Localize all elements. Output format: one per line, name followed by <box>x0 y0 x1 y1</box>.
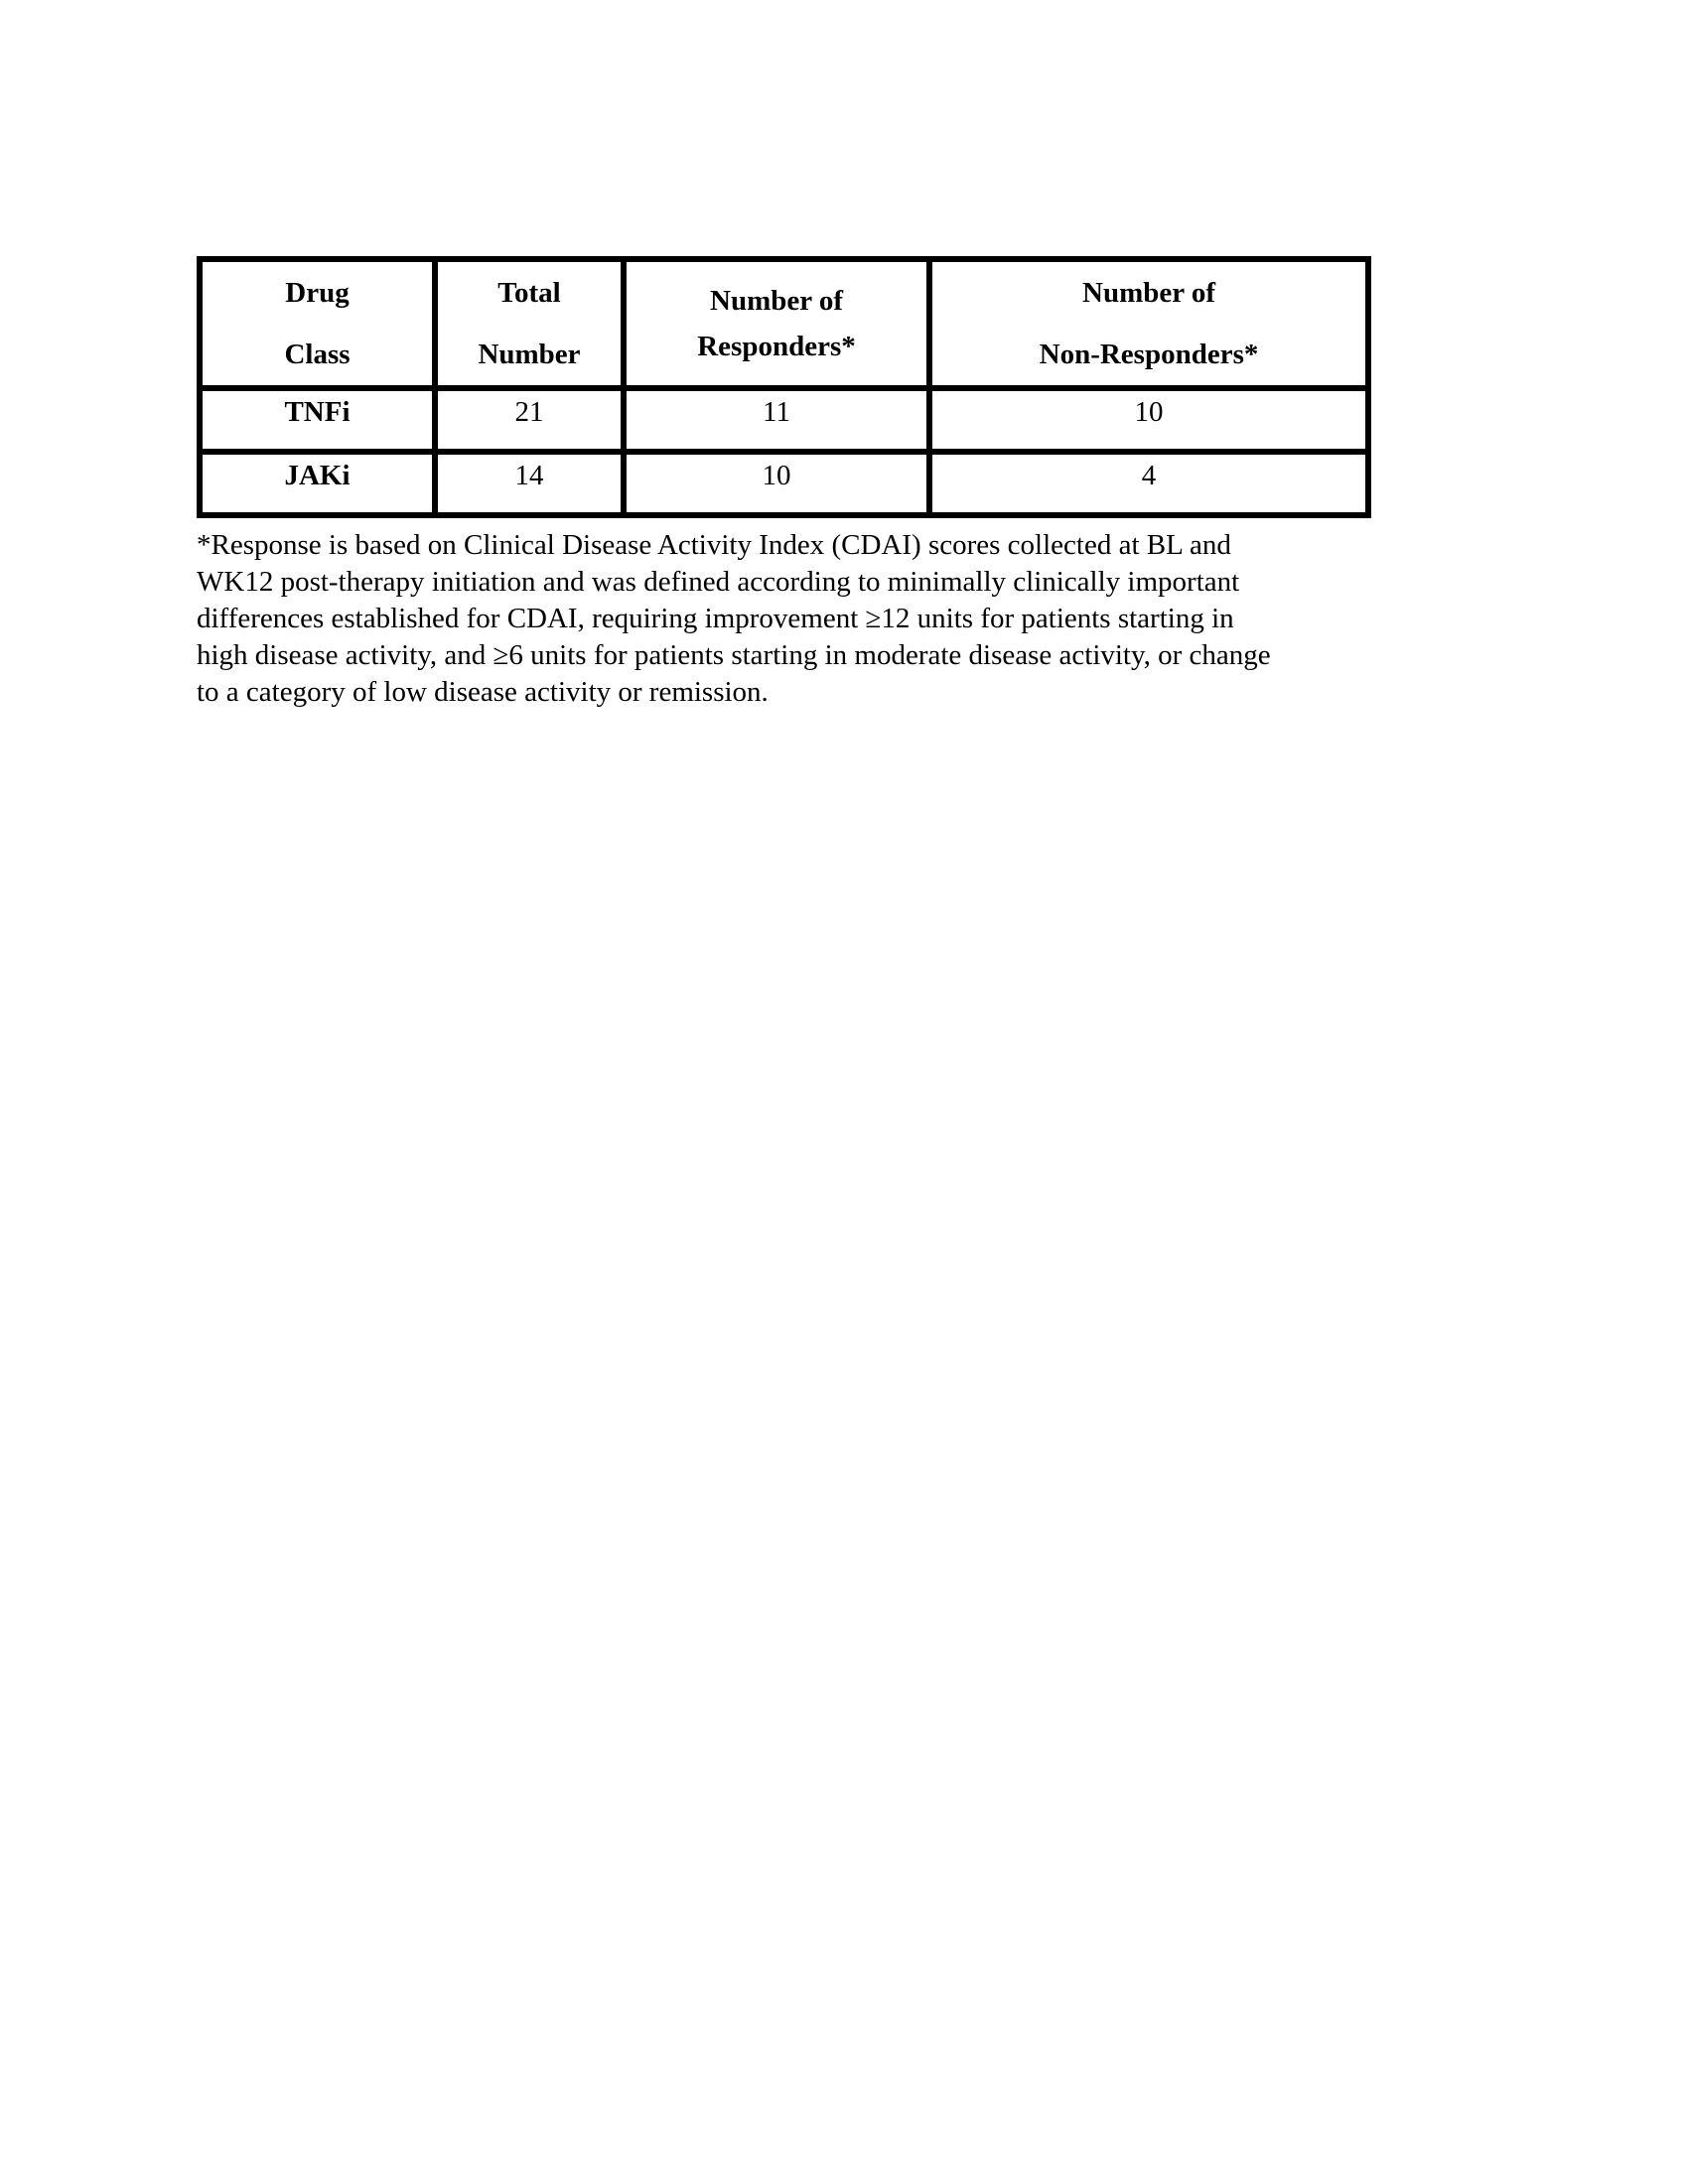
header-non-responders-line2: Non-Responders* <box>1039 339 1259 370</box>
header-responders-line2: Responders* <box>697 331 856 362</box>
cell-jaki-non-responders: 4 <box>929 452 1368 515</box>
header-non-responders-line1: Number of <box>1082 277 1215 309</box>
cell-jaki-drug-class: JAKi <box>200 452 435 515</box>
footnote-line-3: differences established for CDAI, requiring improvement ≥12 units for patients starting in <box>197 603 1234 634</box>
cell-tnfi-total-number: 21 <box>435 388 624 452</box>
header-cell-total-number <box>435 259 624 388</box>
header-responders-line1: Number of <box>710 285 843 317</box>
header-drug-line2: Class <box>284 339 351 370</box>
header-drug-line1: Drug <box>285 277 350 309</box>
cell-tnfi-non-responders: 10 <box>929 388 1368 452</box>
header-cell-non-responders <box>929 259 1368 388</box>
footnote-line-5: to a category of low disease activity or remission. <box>197 676 769 708</box>
table-row-jaki <box>200 452 1368 515</box>
cell-tnfi-responders: 11 <box>624 388 929 452</box>
table-footnote <box>197 527 1368 711</box>
cell-jaki-total-number: 14 <box>435 452 624 515</box>
header-cell-drug-class <box>200 259 435 388</box>
footnote-line-1: *Response is based on Clinical Disease Activity Index (CDAI) scores collected at BL and <box>197 529 1231 561</box>
drug-class-response-table <box>197 256 1371 518</box>
header-total-line2: Number <box>478 339 581 370</box>
footnote-line-2: WK12 post-therapy initiation and was defined according to minimally clinically important <box>197 566 1240 598</box>
cell-jaki-responders: 10 <box>624 452 929 515</box>
table-row-tnfi <box>200 388 1368 452</box>
footnote-line-4: high disease activity, and ≥6 units for patients starting in moderate disease activity, or change <box>197 639 1271 671</box>
cell-tnfi-drug-class: TNFi <box>200 388 435 452</box>
table-header-row <box>200 259 1368 388</box>
document-content <box>197 256 1368 711</box>
header-cell-responders <box>624 259 929 388</box>
header-total-line1: Total <box>497 277 561 309</box>
